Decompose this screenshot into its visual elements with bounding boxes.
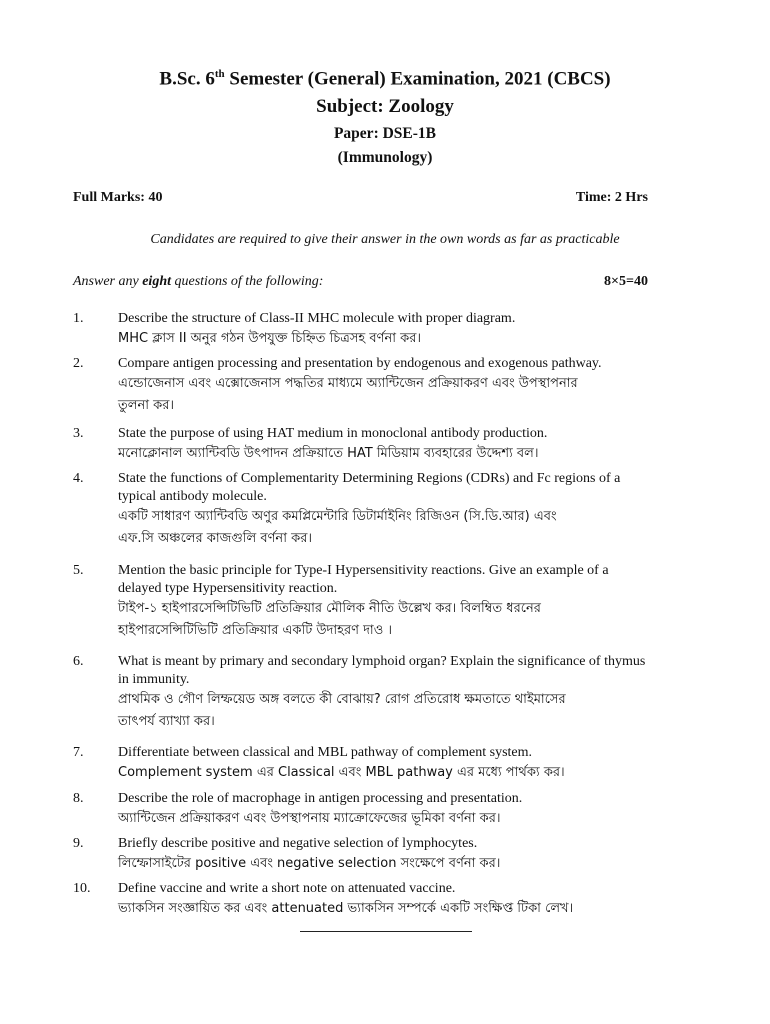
- question-english: Describe the structure of Class-II MHC molecule with proper diagram.: [118, 311, 516, 326]
- title-superscript: th: [214, 68, 225, 80]
- subject-heading: Subject: Zoology: [316, 96, 454, 117]
- question-number: 10.: [73, 881, 91, 896]
- title-text: B.Sc. 6: [159, 68, 215, 90]
- marks-time-row: [73, 190, 648, 206]
- question-number: 7.: [73, 745, 84, 760]
- question-bengali: এফ.সি অঞ্চলের কাজগুলি বর্ণনা কর।: [118, 531, 312, 546]
- full-marks: Full Marks: 40: [73, 190, 163, 205]
- instruction-text: Candidates are required to give their answer in the own words as far as practicable: [150, 232, 620, 247]
- question-bengali: লিম্ফোসাইটের positive এবং negative selection সংক্ষেপে বর্ণনা কর।: [118, 856, 501, 871]
- exam-title: [0, 68, 770, 90]
- question-bengali: তুলনা কর।: [118, 398, 174, 413]
- question-english: Differentiate between classical and MBL pathway of complement system.: [118, 745, 533, 760]
- question-bengali: প্রাথমিক ও গৌণ লিম্ফয়েড অঙ্গ বলতে কী বোঝায়? রোগ প্রতিরোধ ক্ষমতাতে থাইমাসের: [118, 692, 566, 707]
- question-number: 2.: [73, 356, 84, 371]
- question-english: What is meant by primary and secondary lymphoid organ? Explain the significance of thymus in immunity.: [118, 654, 646, 687]
- answer-count: eight: [142, 274, 171, 289]
- question-bengali: MHC ক্লাস II অনুর গঠন উপযুক্ত চিহ্নিত চিত্রসহ বর্ণনা কর।: [118, 331, 422, 346]
- answer-pre: Answer any: [73, 274, 143, 289]
- question-number: 3.: [73, 426, 84, 441]
- question-english: Define vaccine and write a short note on attenuated vaccine.: [118, 881, 456, 896]
- title-text-rest: Semester (General) Examination, 2021 (CBCS): [224, 68, 611, 90]
- question-bengali: এন্ডোজেনাস এবং এক্সোজেনাস পদ্ধতির মাধ্যমে অ্যান্টিজেন প্রক্রিয়াকরণ এবং উপস্থাপনার: [118, 376, 578, 391]
- question-number: 8.: [73, 791, 84, 806]
- question-bengali: অ্যান্টিজেন প্রক্রিয়াকরণ এবং উপস্থাপনায় ম্যাক্রোফেজের ভূমিকা বর্ণনা কর।: [118, 811, 501, 826]
- answer-instruction: [73, 274, 323, 289]
- question-english: Briefly describe positive and negative selection of lymphocytes.: [118, 836, 478, 851]
- question-number: 5.: [73, 563, 84, 578]
- question-number: 4.: [73, 471, 84, 486]
- topic-heading: (Immunology): [337, 149, 433, 166]
- score-formula: 8×5=40: [604, 274, 648, 289]
- question-bengali: একটি সাধারণ অ্যান্টিবডি অণুর কমপ্লিমেন্টারি ডিটার্মাইনিং রিজিওন (সি.ডি.আর) এবং: [118, 509, 557, 524]
- question-english: State the purpose of using HAT medium in monoclonal antibody production.: [118, 426, 548, 441]
- question-number: 6.: [73, 654, 84, 669]
- answer-post: questions of the following:: [171, 274, 324, 289]
- answer-instruction-row: [73, 274, 648, 290]
- time-limit: Time: 2 Hrs: [575, 190, 648, 205]
- paper-heading: Paper: DSE-1B: [333, 125, 437, 142]
- end-divider: [300, 931, 472, 932]
- question-bengali: মনোক্লোনাল অ্যান্টিবডি উৎপাদন প্রক্রিয়াতে HAT মিডিয়াম ব্যবহারের উদ্দেশ্য বল।: [118, 446, 539, 461]
- question-bengali: ভ্যাকসিন সংজ্ঞায়িত কর এবং attenuated ভ্যাকসিন সম্পর্কে একটি সংক্ষিপ্ত টিকা লেখ।: [118, 901, 574, 916]
- question-bengali: Complement system এর Classical এবং MBL pathway এর মধ্যে পার্থক্য কর।: [118, 765, 565, 780]
- question-english: Mention the basic principle for Type-I Hypersensitivity reactions. Give an example of a delayed type Hypersensitivity reaction.: [118, 563, 609, 596]
- question-english: Describe the role of macrophage in antigen processing and presentation.: [118, 791, 523, 806]
- question-bengali: তাৎপর্য ব্যাখ্যা কর।: [118, 714, 215, 729]
- question-number: 9.: [73, 836, 84, 851]
- question-bengali: হাইপারসেন্সিটিভিটি প্রতিক্রিয়ার একটি উদাহরণ দাও ।: [118, 623, 393, 638]
- question-number: 1.: [73, 311, 84, 326]
- question-english: State the functions of Complementarity Determining Regions (CDRs) and Fc regions of a typical antibody molecule.: [118, 471, 621, 504]
- question-bengali: টাইপ-১ হাইপারসেন্সিটিভিটি প্রতিক্রিয়ার মৌলিক নীতি উল্লেখ কর। বিলম্বিত ধরনের: [118, 601, 541, 616]
- question-english: Compare antigen processing and presentation by endogenous and exogenous pathway.: [118, 356, 602, 371]
